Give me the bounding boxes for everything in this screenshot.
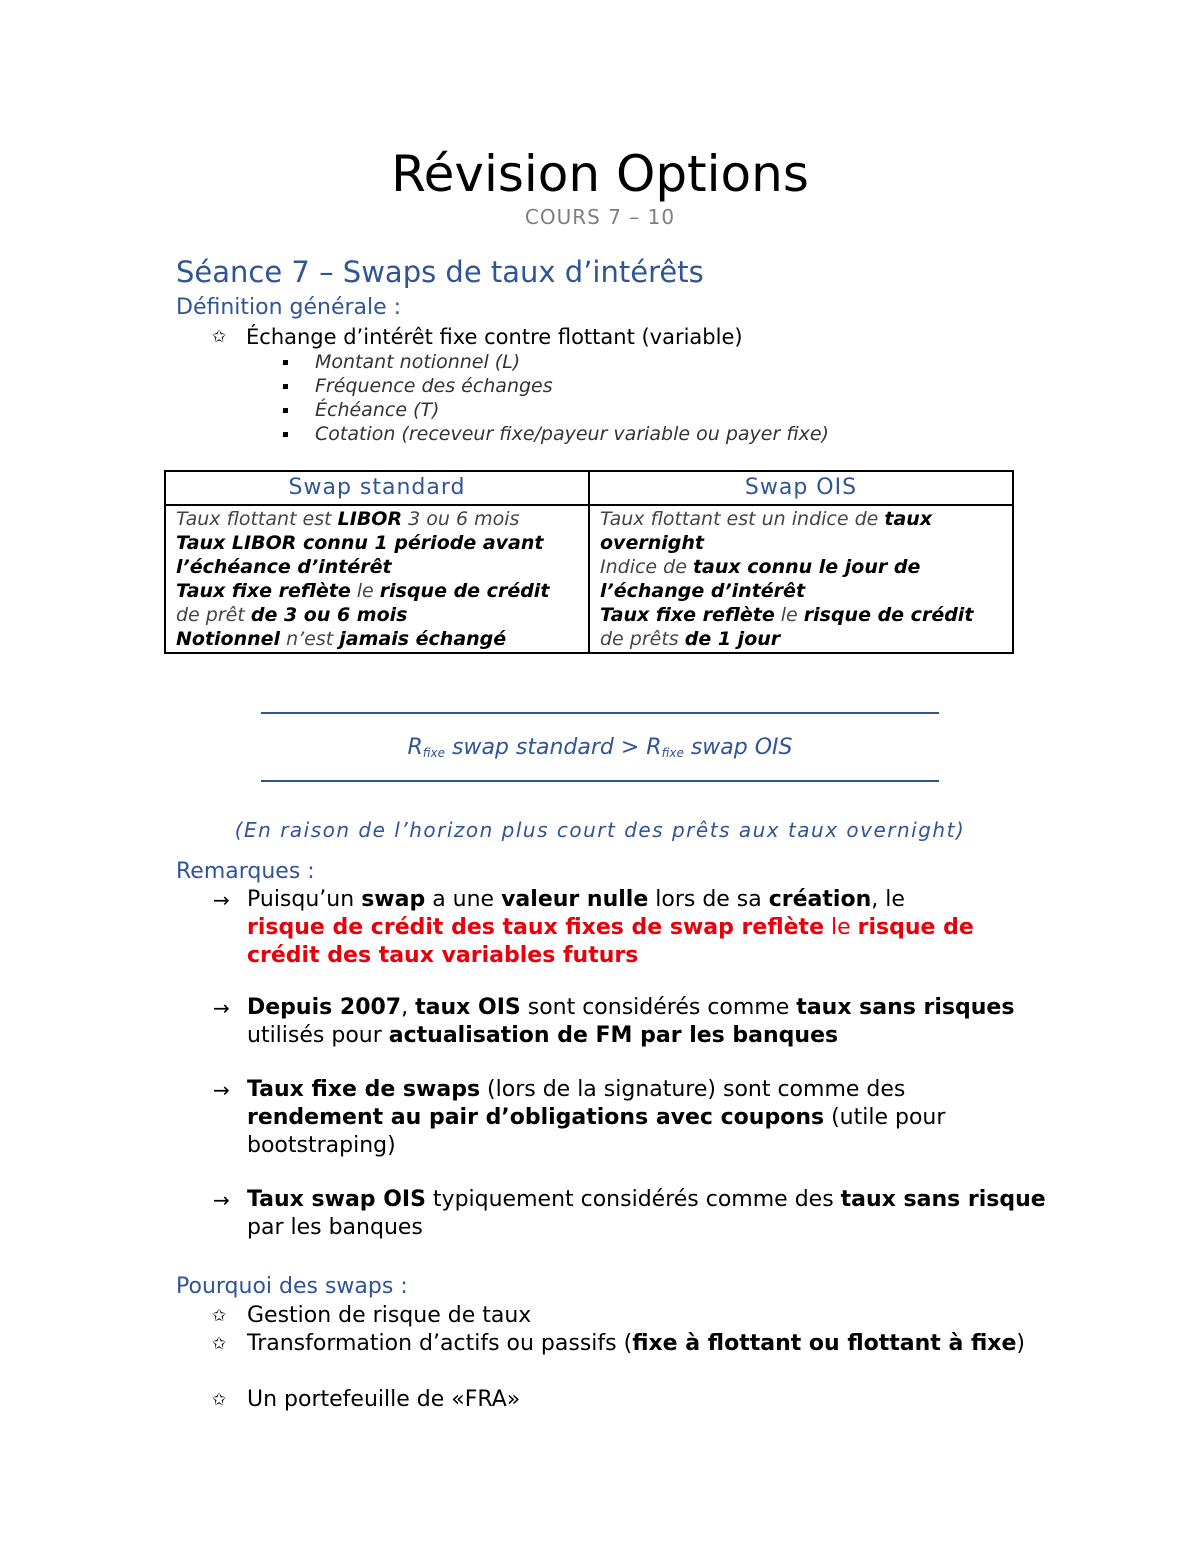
formula-text: swap standard (445, 735, 621, 760)
definition-sub-item: Cotation (receveur fixe/payeur variable ou payer fixe) (315, 423, 829, 445)
cell-text: Taux flottant est (176, 508, 338, 530)
cell-bold-text: risque de crédit (803, 604, 974, 626)
explanatory-note: (En raison de l’horizon plus court des prêts aux taux overnight) (234, 818, 966, 842)
why-text: Transformation d’actifs ou passifs ( (247, 1331, 633, 1356)
arrow-bullet-icon: → (213, 888, 230, 912)
cell-text: de prêts (600, 628, 685, 650)
cell-bold-text: Notionnel (176, 628, 281, 650)
col-header-swap-standard: Swap standard (165, 471, 589, 505)
remark-bold: Taux fixe de swaps (247, 1077, 481, 1102)
cell-text: le (350, 580, 380, 602)
swap-standard-cell (165, 505, 589, 653)
remark-bold: création (768, 887, 872, 912)
remark-text: par les banques (247, 1215, 423, 1240)
remark-bold: taux sans risque (840, 1187, 1046, 1212)
cell-bold-text: de 1 jour (684, 628, 781, 650)
star-bullet-icon: ✩ (212, 1334, 227, 1354)
cell-bold-text: taux overnight (600, 508, 933, 554)
remark-text: , le (871, 887, 905, 912)
remark-text: typiquement considérés comme des (425, 1187, 841, 1212)
remark-highlight-text: le (823, 915, 858, 940)
swap-ois-cell (589, 505, 1013, 653)
cell-text: le (774, 604, 804, 626)
remark-text: a une (425, 887, 502, 912)
cell-text: de prêt (176, 604, 251, 626)
why-item-3: Un portefeuille de «FRA» (247, 1387, 521, 1412)
definition-heading: Définition générale : (176, 295, 402, 320)
cell-bold-text: Taux fixe reflète (176, 580, 351, 602)
star-bullet-icon: ✩ (212, 1390, 227, 1410)
cell-bold-text: jamais échangé (339, 628, 507, 650)
star-bullet-icon: ✩ (212, 327, 227, 347)
cell-text: 3 ou 6 mois (402, 508, 520, 530)
arrow-bullet-icon: → (213, 996, 230, 1020)
divider-top (261, 712, 939, 714)
cell-bold-text: Taux LIBOR connu 1 période avant l’échéance d’intérêt (176, 532, 544, 578)
why-item-2 (247, 1330, 1047, 1358)
remark-bold: Taux swap OIS (247, 1187, 426, 1212)
definition-sub-item: Montant notionnel (L) (315, 351, 521, 373)
remark-text: , (401, 995, 416, 1020)
cell-text: Taux flottant est un indice de (600, 508, 885, 530)
remark-bold: actualisation de FM par les banques (388, 1023, 839, 1048)
remark-text: lors de sa (648, 887, 769, 912)
cell-text: n’est (280, 628, 340, 650)
formula-symbol: R (407, 735, 423, 760)
remark-3 (247, 1076, 1047, 1160)
remark-text: utilisés pour (247, 1023, 389, 1048)
remark-1 (247, 886, 1047, 970)
remarks-heading: Remarques : (176, 859, 315, 884)
cell-bold-text: taux connu le jour de l’échange d’intérêt (600, 556, 921, 602)
star-bullet-icon: ✩ (212, 1306, 227, 1326)
square-bullet-icon (283, 432, 288, 437)
remark-bold: taux sans risques (796, 995, 1015, 1020)
col-header-swap-ois: Swap OIS (589, 471, 1013, 505)
square-bullet-icon (283, 408, 288, 413)
square-bullet-icon (283, 384, 288, 389)
section-heading: Séance 7 – Swaps de taux d’intérêts (176, 255, 704, 289)
swap-comparison-table (164, 470, 1014, 654)
remark-bold: swap (361, 887, 426, 912)
remark-2 (247, 994, 1047, 1050)
remark-text: sont considérés comme (520, 995, 797, 1020)
remark-highlight: risque de crédit des taux variables futurs (247, 915, 974, 968)
remark-text: (lors de la signature) sont comme des (480, 1077, 906, 1102)
why-text: ) (1016, 1331, 1025, 1356)
formula-subscript: fixe (422, 746, 446, 760)
cell-bold-text: de 3 ou 6 mois (250, 604, 408, 626)
formula-text: swap OIS (683, 735, 793, 760)
why-swaps-heading: Pourquoi des swaps : (176, 1274, 408, 1299)
page-subtitle: COURS 7 – 10 (524, 205, 676, 229)
remark-highlight: risque de crédit des taux fixes de swap reflète (247, 915, 824, 940)
definition-sub-item: Échéance (T) (315, 399, 440, 421)
formula-symbol: R (639, 735, 662, 760)
remark-text: (utile pour bootstraping) (247, 1105, 946, 1158)
rate-comparison-formula (0, 733, 1200, 768)
cell-bold-text: risque de crédit (379, 580, 550, 602)
page-title: Révision Options (391, 145, 809, 203)
cell-bold-text: Taux fixe reflète (600, 604, 775, 626)
arrow-bullet-icon: → (213, 1188, 230, 1212)
arrow-bullet-icon: → (213, 1078, 230, 1102)
divider-bottom (261, 780, 939, 782)
why-item-1: Gestion de risque de taux (247, 1303, 532, 1328)
remark-bold: taux OIS (415, 995, 521, 1020)
definition-main-item: Échange d’intérêt fixe contre flottant (variable) (246, 325, 743, 349)
remark-text: Puisqu’un (247, 887, 362, 912)
cell-bold-text: LIBOR (337, 508, 403, 530)
cell-text: Indice de (600, 556, 693, 578)
remark-4 (247, 1186, 1047, 1242)
formula-operator: > (620, 735, 640, 760)
square-bullet-icon (283, 360, 288, 365)
formula-subscript: fixe (661, 746, 684, 760)
remark-bold: valeur nulle (501, 887, 649, 912)
remark-bold: rendement au pair d’obligations avec coupons (247, 1105, 825, 1130)
remark-bold: Depuis 2007 (247, 995, 402, 1020)
why-bold: fixe à flottant ou flottant à fixe (632, 1331, 1017, 1356)
definition-sub-item: Fréquence des échanges (315, 375, 553, 397)
